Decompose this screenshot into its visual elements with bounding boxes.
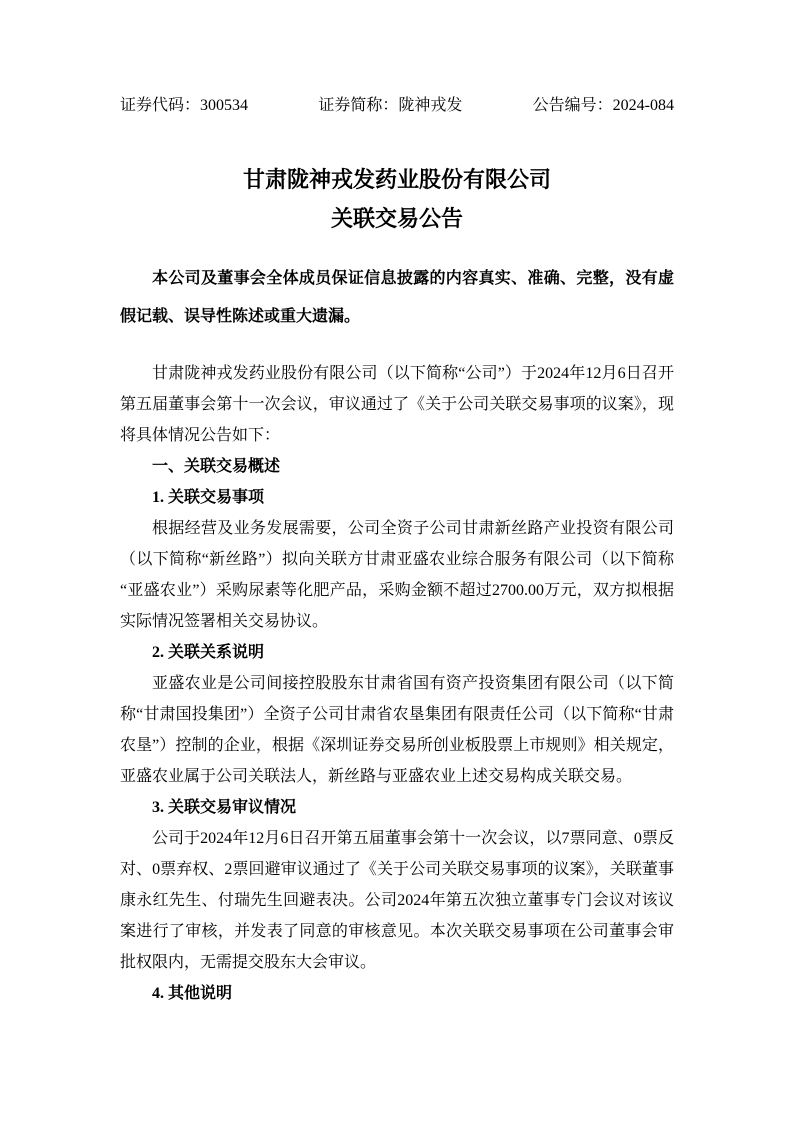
announcement-title: 关联交易公告 xyxy=(330,206,463,231)
company-name-title: 甘肃陇神戎发药业股份有限公司 xyxy=(242,167,551,192)
item-heading-other-notes: 4. 其他说明 xyxy=(152,985,233,1002)
document-header xyxy=(120,96,674,116)
title-block xyxy=(0,160,794,238)
stock-code-label: 证券代码：300534 xyxy=(120,97,249,114)
section-heading-overview: 一、关联交易概述 xyxy=(152,458,281,475)
item-heading-review-status: 3. 关联交易审议情况 xyxy=(152,799,297,816)
paragraph-review-status: 公司于2024年12月6日召开第五届董事会第十一次会议，以7票同意、0票反对、0票弃权、2票回避审议通过了《关于公司关联交易事项的议案》，关联董事康永红先生、付瑞先生回避表决。公司2024年第五次独立董事专门会议对该议案进行了审核，并发表了同意的审核意见。本次关联交易事项在公司董事会审批权限内，无需提交股东大会审议。 xyxy=(120,830,674,971)
item-heading-relationship: 2. 关联关系说明 xyxy=(152,644,265,661)
stock-name-label: 证券简称：陇神戎发 xyxy=(318,97,463,114)
item-heading-transaction-matters: 1. 关联交易事项 xyxy=(152,489,265,506)
paragraph-transaction-matters: 根据经营及业务发展需要，公司全资子公司甘肃新丝路产业投资有限公司（以下简称“新丝路”）拟向关联方甘肃亚盛农业综合服务有限公司（以下简称“亚盛农业”）采购尿素等化肥产品，采购金额不超过2700.00万元，双方拟根据实际情况签署相关交易协议。 xyxy=(120,520,674,630)
intro-paragraph: 甘肃陇神戎发药业股份有限公司（以下简称“公司”）于2024年12月6日召开第五届董事会第十一次会议，审议通过了《关于公司关联交易事项的议案》，现将具体情况公告如下： xyxy=(120,365,674,444)
document-body xyxy=(120,358,674,1009)
paragraph-relationship: 亚盛农业是公司间接控股股东甘肃省国有资产投资集团有限公司（以下简称“甘肃国投集团”）全资子公司甘肃省农垦集团有限责任公司（以下简称“甘肃农垦”）控制的企业，根据《深圳证券交易所创业板股票上市规则》相关规定，亚盛农业属于公司关联法人，新丝路与亚盛农业上述交易构成关联交易。 xyxy=(120,675,674,785)
announcement-number-label: 公告编号：2024-084 xyxy=(532,97,674,114)
disclosure-statement: 本公司及董事会全体成员保证信息披露的内容真实、准确、完整，没有虚假记载、误导性陈述或重大遗漏。 xyxy=(120,270,674,325)
